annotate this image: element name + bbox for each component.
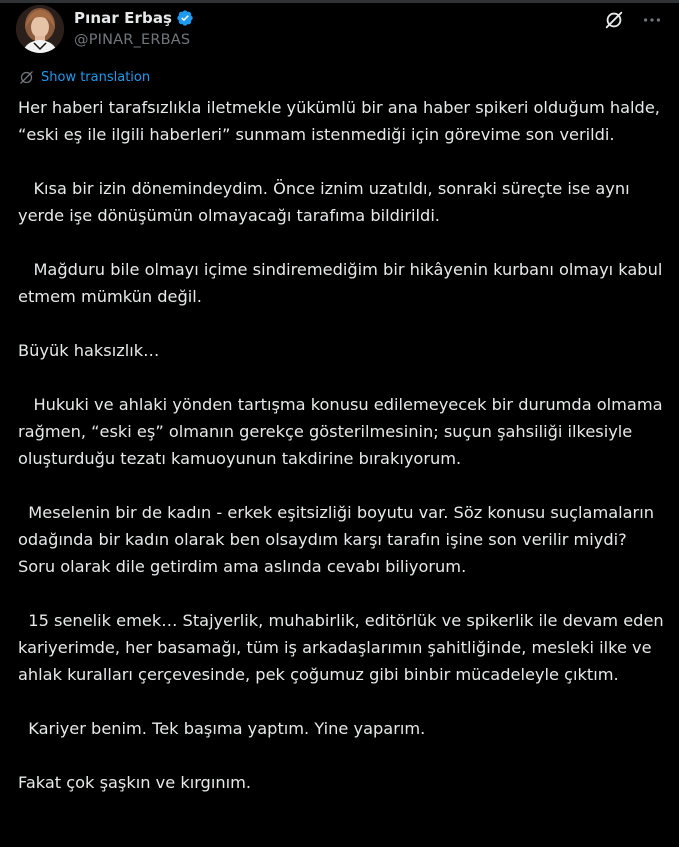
author-handle[interactable]: @PINAR_ERBAS [74, 32, 191, 48]
post-paragraph: Fakat çok şaşkın ve kırgınım. [18, 773, 252, 792]
post-text [18, 94, 668, 796]
post-paragraph: Meselenin bir de kadın - erkek eşitsizliği boyutu var. Söz konusu suçlamaların odağında bir kadın olarak ben olsaydım karşı tarafın işine son verilir miydi? Soru olarak dile getirdim ama aslında cevabı biliyorum. [18, 503, 660, 576]
display-name[interactable]: Pınar Erbaş [74, 9, 173, 27]
post-paragraph: Mağduru bile olmayı içime sindiremediğim bir hikâyenin kurbanı olmayı kabul etmem mümkün değil. [18, 260, 668, 306]
show-translation-label[interactable]: Show translation [41, 70, 151, 85]
post-paragraph: Kariyer benim. Tek başıma yaptım. Yine yaparım. [18, 719, 426, 738]
author-names [74, 8, 194, 48]
show-translation-link[interactable] [19, 70, 150, 85]
post-paragraph: Her haberi tarafsızlıkla iletmekle yükümlü bir ana haber spikeri olduğum halde, “eski eş ile ilgili haberleri” sunmam istenmediği için görevime son verildi. [18, 98, 666, 144]
header-actions [603, 9, 663, 31]
post-paragraph: Büyük haksızlık… [18, 341, 160, 360]
grok-icon[interactable] [603, 9, 625, 31]
display-name-row [74, 8, 194, 28]
top-divider [0, 0, 679, 3]
post-paragraph: Hukuki ve ahlaki yönden tartışma konusu edilemeyecek bir durumda olmama rağmen, “eski eş” olmanın gerekçe gösterilmesinin; suçun şahsiliği ilkesiyle oluşturduğu tezatı kamuoyunun takdirine bırakıyorum. [18, 395, 668, 468]
translate-icon [19, 70, 34, 85]
post-paragraph: Kısa bir izin dönemindeydim. Önce iznim uzatıldı, sonraki süreçte ise aynı yerde işe dönüşümün olmayacağı tarafıma bildirildi. [18, 179, 635, 225]
post-paragraph: 15 senelik emek… Stajyerlik, muhabirlik, editörlük ve spikerlik ile devam eden kariyerimde, her basamağı, tüm iş arkadaşlarımın şahitliğinde, mesleki ilke ve ahlak kuralları çerçevesinde, pek çoğumuz gibi binbir mücadeleyle çıktım. [18, 611, 669, 684]
verified-badge-icon [176, 9, 194, 27]
avatar[interactable] [16, 5, 64, 53]
more-options-icon[interactable] [641, 9, 663, 31]
post-header [16, 5, 663, 55]
